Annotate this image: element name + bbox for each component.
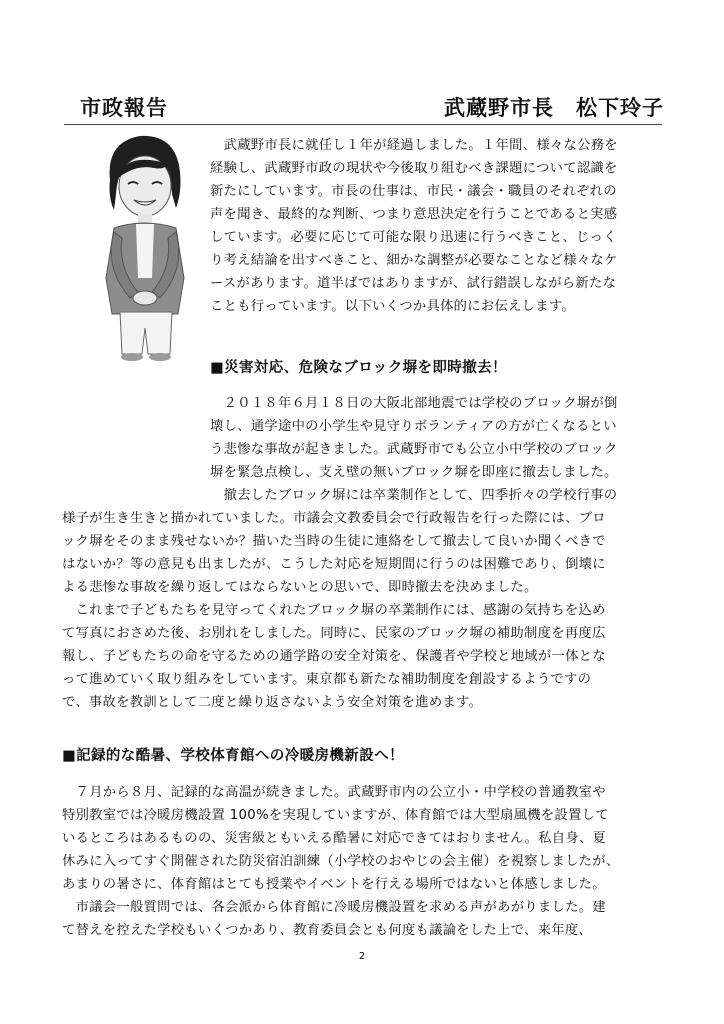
- text-line: 市議会一般質問では、各会派から体育館に冷暖房機設置を求める声があがりました。建: [62, 900, 606, 915]
- text-line: 新たにしています。市長の仕事は、市民・議会・職員のそれぞれの: [210, 184, 617, 199]
- text-line: 武蔵野市長に就任し１年が経過しました。１年間、様々な公務を: [210, 138, 618, 153]
- text-line: ことも行っています。以下いくつか具体的にお伝えします。: [210, 299, 575, 314]
- page-number: 2: [358, 951, 366, 962]
- text-line: て写真におさめた後、お別れをしました。同時に、民家のブロック塀の補助制度を再度広: [62, 626, 606, 641]
- mayor-portrait: [84, 128, 208, 364]
- text-line: ースがあります。道半ばではありますが、試行錯誤しながら新たな: [210, 276, 617, 291]
- author-name: 武蔵野市長 松下玲子: [444, 96, 664, 120]
- text-line: 経験し、武蔵野市政の現状や今後取り組むべき課題について認識を: [210, 161, 618, 176]
- section-heading: ■記録的な酷暑、学校体育館への冷暖房機新設へ！: [62, 748, 404, 764]
- title-divider: [64, 124, 662, 125]
- text-line: あまりの暑さに、体育館はとても授業やイベントを行える場所ではないと体感しました。: [62, 877, 606, 892]
- text-line: はないか？等の意見も出ましたが、こうした対応を短期間に行うのは困難であり、倒壊に: [62, 557, 606, 572]
- text-line: しています。必要に応じて可能な限り迅速に行うべきこと、じっく: [210, 230, 617, 245]
- text-line: 報し、子どもたちの命を守るための通学路の安全対策を、保護者や学校と地域が一体とな: [62, 649, 606, 664]
- text-line: これまで子どもたちを見守ってくれたブロック塀の卒業制作には、感謝の気持ちを込め: [62, 603, 606, 618]
- text-line: ック塀をそのまま残せないか？描いた当時の生徒に連絡をして撤去して良いか聞くべきで: [62, 534, 606, 549]
- text-line: 様子が生き生きと描かれていました。市議会文教委員会で行政報告を行った際には、ブロ: [62, 511, 606, 526]
- text-line: ７月から８月、記録的な高温が続きました。武蔵野市内の公立小・中学校の普通教室や: [62, 785, 606, 800]
- text-line: り考え結論を出すべきこと、細かな調整が必要なことなど様々なケ: [210, 253, 618, 268]
- text-line: 撤去したブロック塀には卒業制作として、四季折々の学校行事の: [210, 488, 618, 503]
- text-line: ２０１８年６月１８日の大阪北部地震では学校のブロック塀が倒: [210, 396, 618, 411]
- text-line: で、事故を教訓として二度と繰り返さないよう安全対策を進めます。: [62, 695, 483, 710]
- section-heading: ■災害対応、危険なブロック塀を即時撤去！: [210, 360, 507, 376]
- text-line: 声を聞き、最終的な判断、つまり意思決定を行うことであると実感: [210, 207, 618, 222]
- text-line: 塀を緊急点検し、支え壁の無いブロック塀を即座に撤去しました。: [210, 465, 618, 480]
- text-line: よる悲惨な事故を繰り返してはならないとの思いで、即時撤去を決めました。: [62, 580, 538, 595]
- page-title: 市政報告: [80, 96, 168, 120]
- text-line: いるところはあるものの、災害級ともいえる酷暑に対応できてはおりません。私自身、夏: [62, 831, 607, 846]
- text-line: 壊し、通学途中の小学生や見守りボランティアの方が亡くなるとい: [210, 419, 617, 434]
- text-line: 特別教室では冷暖房機設置 100%を実現していますが、体育館では大型扇風機を設置して: [62, 808, 609, 823]
- text-line: 休みに入ってすぐ開催された防災宿泊訓練（小学校のおやじの会主催）を視察しましたが、: [62, 854, 620, 869]
- text-line: って進めていく取り組みをしています。東京都も新たな補助制度を創設するようですの: [62, 672, 592, 687]
- text-line: て替えを控えた学校もいくつかあり、教育委員会とも何度も議論をした上で、来年度、: [62, 923, 593, 938]
- text-line: う悲惨な事故が起きました。武蔵野市でも公立小中学校のブロック: [210, 442, 618, 457]
